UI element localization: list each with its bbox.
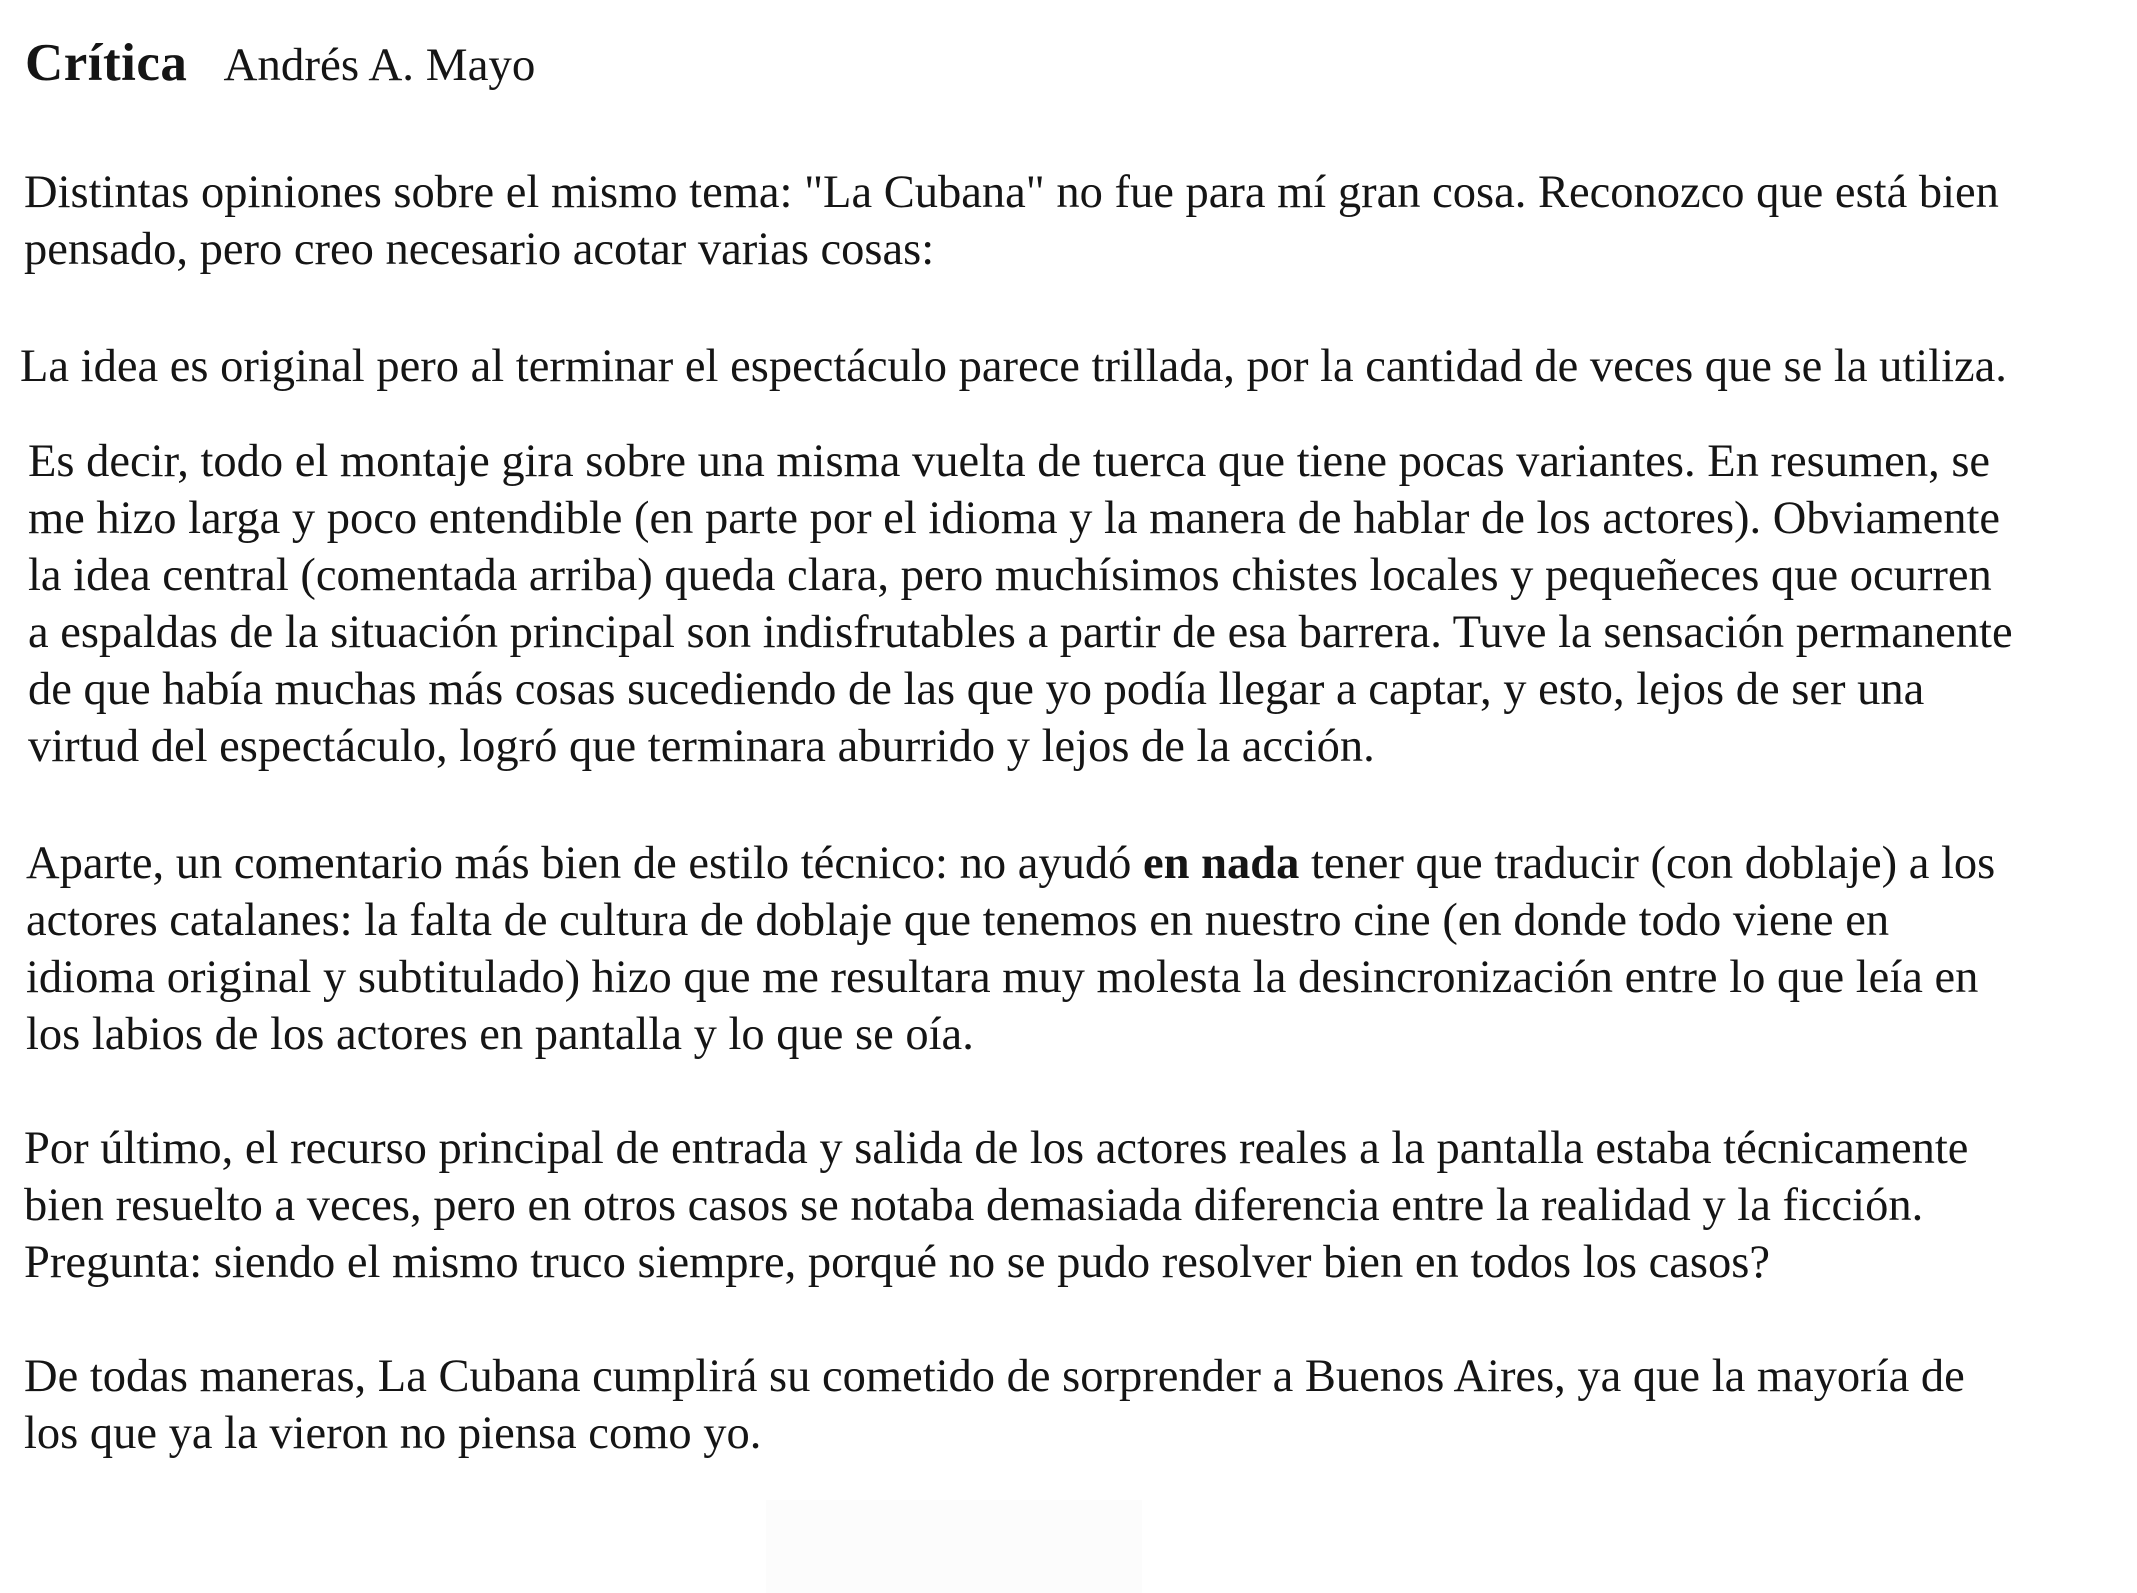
article-author: Andrés A. Mayo [223, 39, 536, 91]
paragraph-dubbing-text-end: tener que traducir (con doblaje) a los actores catalanes: la falta de cultura de doblaje que tenemos en nuestro cine (en donde todo viene en idioma original y subtitulado) hizo que me resultara muy molesta la desincronización entre lo que leía en los labios de los actores en pantalla y lo que se oía. [26, 838, 1996, 1060]
article-header [25, 28, 535, 111]
paragraph-dubbing-text-start: Aparte, un comentario más bien de estilo técnico: no ayudó [26, 838, 1143, 889]
paragraph-closing: De todas maneras, La Cubana cumplirá su cometido de sorprender a Buenos Aires, ya que la mayoría de los que ya la vieron no piensa como yo. [24, 1351, 1965, 1459]
paragraph-dubbing-emphasis: en nada [1142, 838, 1300, 889]
article-title: Crítica [25, 34, 188, 92]
paragraph-intro: Distintas opiniones sobre el mismo tema: "La Cubana" no fue para mí gran cosa. Reconozco que está bien pensado, pero creo necesario acotar varias cosas: [24, 167, 1999, 275]
paragraph-idea: La idea es original pero al terminar el espectáculo parece trillada, por la cantidad de veces que se la utiliza. [20, 341, 2007, 392]
paragraph-technical: Por último, el recurso principal de entrada y salida de los actores reales a la pantalla estaba técnicamente bien resuelto a veces, pero en otros casos se notaba demasiada diferencia entre la realidad y la ficción. Pregunta: siendo el mismo truco siempre, porqué no se pudo resolver bien en todos los casos? [24, 1123, 1969, 1288]
paragraph-summary: Es decir, todo el montaje gira sobre una misma vuelta de tuerca que tiene pocas variantes. En resumen, se me hizo larga y poco entendible (en parte por el idioma y la manera de hablar de los actores). Obviamente la idea central (comentada arriba) queda clara, pero muchísimos chistes locales y pequeñeces que ocurren a espaldas de la situación principal son indisfrutables a partir de esa barrera. Tuve la sensación permanente de que había muchas más cosas sucediendo de las que yo podía llegar a captar, y esto, lejos de ser una virtud del espectáculo, logró que terminara aburrido y lejos de la acción. [28, 436, 2013, 772]
scan-artifact [766, 1500, 1142, 1593]
paragraph-dubbing [26, 835, 1995, 1063]
